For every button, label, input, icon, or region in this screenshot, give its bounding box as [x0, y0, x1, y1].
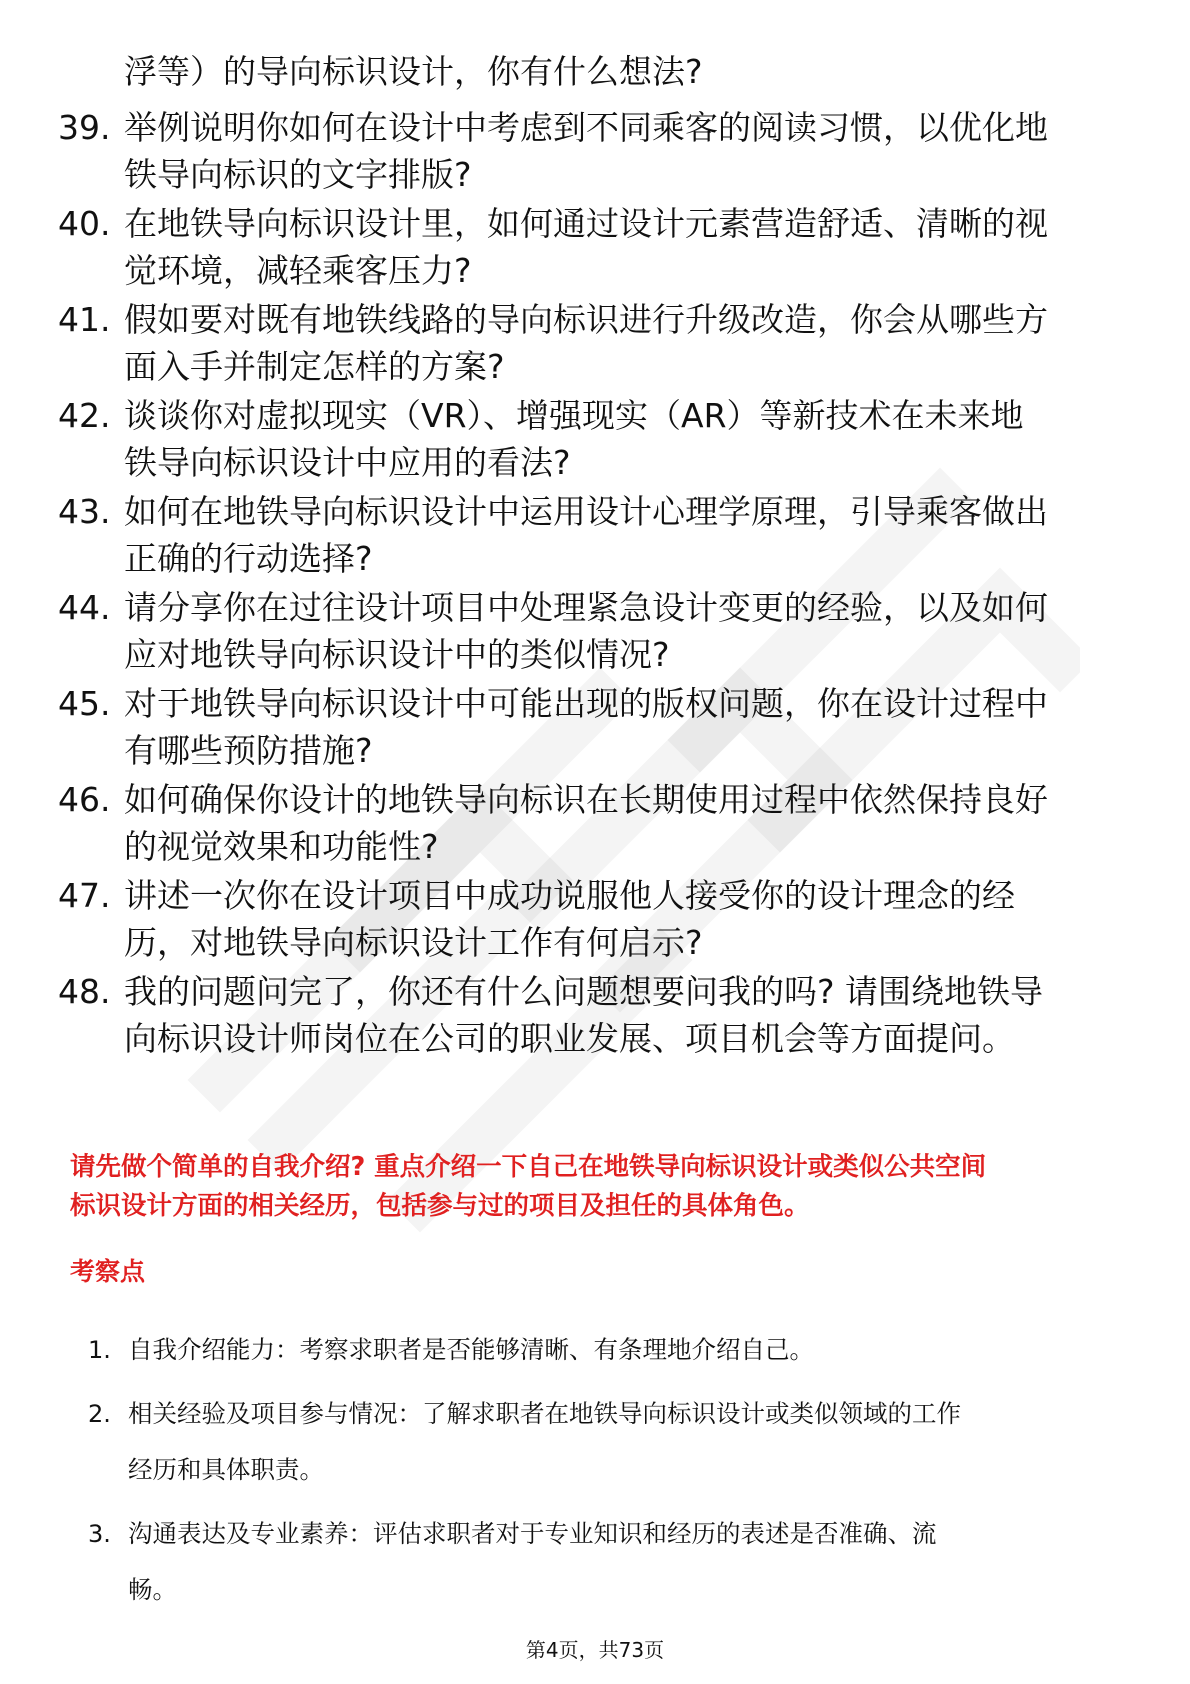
question-line: 谈谈你对虚拟现实（VR）、增强现实（AR）等新技术在未来地: [124, 396, 1024, 435]
intro-question-line: 标识设计方面的相关经历，包括参与过的项目及担任的具体角色。: [70, 1191, 810, 1221]
question-line: 觉环境，减轻乘客压力?: [124, 251, 472, 290]
question-number: 43.: [58, 492, 111, 531]
question-line: 向标识设计师岗位在公司的职业发展、项目机会等方面提问。: [124, 1019, 1015, 1058]
question-text: [124, 488, 1134, 582]
question-number: 44.: [58, 588, 111, 627]
question-text: [124, 392, 1134, 486]
question-text: [124, 968, 1134, 1062]
point-line: 经历和具体职责。: [128, 1455, 324, 1484]
question-line: 有哪些预防措施?: [124, 731, 373, 770]
question-text: [124, 104, 1134, 198]
question-line: 举例说明你如何在设计中考虑到不同乘客的阅读习惯，以优化地: [124, 108, 1048, 147]
intro-question-line: 请先做个简单的自我介绍? 重点介绍一下自己在地铁导向标识设计或类似公共空间: [70, 1152, 987, 1182]
point-number: 3.: [88, 1520, 111, 1548]
question-text: [124, 776, 1134, 870]
question-line: 历，对地铁导向标识设计工作有何启示?: [124, 923, 703, 962]
question-line: 如何在地铁导向标识设计中运用设计心理学原理，引导乘客做出: [124, 492, 1048, 531]
question-text: [124, 584, 1134, 678]
question-number: 46.: [58, 780, 111, 819]
point-text: [128, 1386, 1138, 1498]
question-number: 48.: [58, 972, 111, 1011]
question-line: 如何确保你设计的地铁导向标识在长期使用过程中依然保持良好: [124, 780, 1048, 819]
question-line: 对于地铁导向标识设计中可能出现的版权问题，你在设计过程中: [124, 684, 1048, 723]
question-text: [124, 200, 1134, 294]
question-line: 的视觉效果和功能性?: [124, 827, 439, 866]
question-number: 39.: [58, 108, 111, 147]
point-line: 沟通表达及专业素养：评估求职者对于专业知识和经历的表述是否准确、流: [128, 1519, 937, 1548]
point-text: [128, 1506, 1138, 1618]
point-line: 相关经验及项目参与情况：了解求职者在地铁导向标识设计或类似领域的工作: [128, 1399, 961, 1428]
point-text: [128, 1322, 1138, 1378]
page-footer: 第4页，共73页: [525, 1638, 665, 1662]
question-number: 42.: [58, 396, 111, 435]
question-text: [124, 872, 1134, 966]
question-number: 47.: [58, 876, 111, 915]
question-line: 应对地铁导向标识设计中的类似情况?: [124, 635, 670, 674]
question-line: 假如要对既有地铁线路的导向标识进行升级改造，你会从哪些方: [124, 300, 1048, 339]
question-line: 讲述一次你在设计项目中成功说服他人接受你的设计理念的经: [124, 876, 1015, 915]
question-line: 请分享你在过往设计项目中处理紧急设计变更的经验，以及如何: [124, 588, 1048, 627]
question-line: 正确的行动选择?: [124, 539, 373, 578]
intro-question: [70, 1148, 1140, 1226]
question-line: 在地铁导向标识设计里，如何通过设计元素营造舒适、清晰的视: [124, 204, 1048, 243]
point-number: 1.: [88, 1336, 111, 1364]
question-line: 我的问题问完了，你还有什么问题想要问我的吗? 请围绕地铁导: [124, 972, 1044, 1011]
question-line: 铁导向标识的文字排版?: [124, 155, 472, 194]
point-line: 自我介绍能力：考察求职者是否能够清晰、有条理地介绍自己。: [128, 1335, 814, 1364]
continued-question-text: 浮等）的导向标识设计，你有什么想法?: [124, 52, 703, 91]
point-line: 畅。: [128, 1575, 177, 1604]
question-line: 面入手并制定怎样的方案?: [124, 347, 505, 386]
question-text: [124, 680, 1134, 774]
question-number: 45.: [58, 684, 111, 723]
question-number: 41.: [58, 300, 111, 339]
question-line: 铁导向标识设计中应用的看法?: [124, 443, 571, 482]
question-text: [124, 296, 1134, 390]
section-title: 考察点: [70, 1257, 146, 1286]
point-number: 2.: [88, 1400, 111, 1428]
question-number: 40.: [58, 204, 111, 243]
